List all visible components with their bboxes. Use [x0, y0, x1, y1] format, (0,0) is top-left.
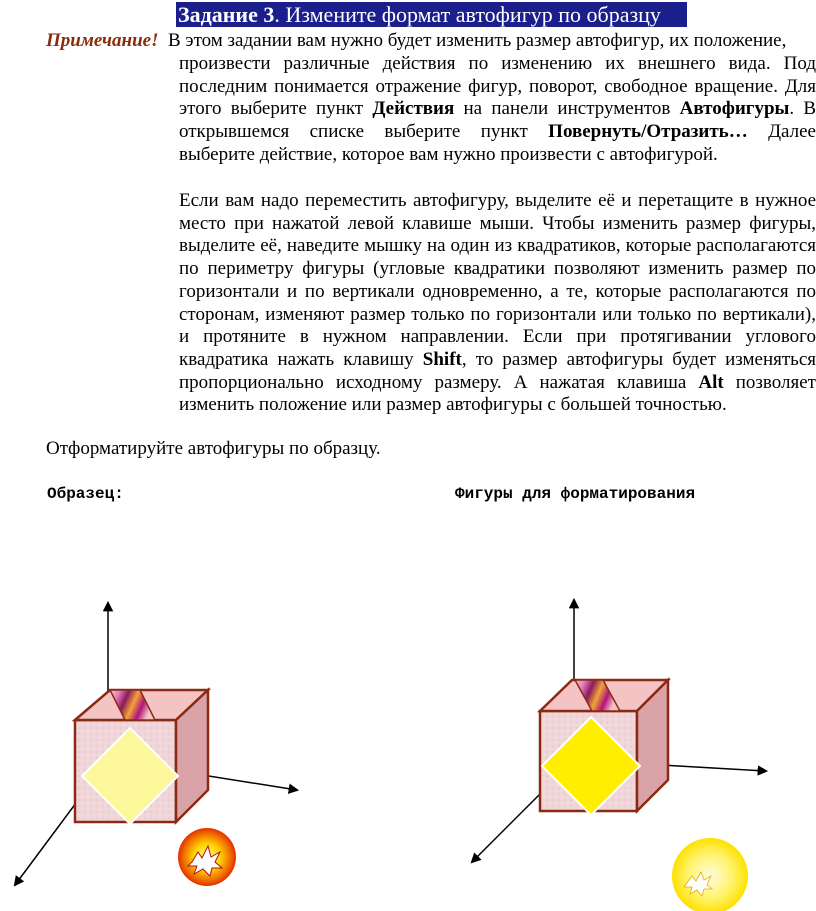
note-paragraph-2: Если вам надо переместить автофигуру, выделите её и перетащите в нужное место при нажатой левой клавише мыши. Чтобы изменить размер фигуры, выделите её, наведите мышку на один из квадратиков, которые располагаются по периметру фигуры (угловые квадратики позволяют изменить размер по горизонтали и по вертикали одновременно, а те, которые располагаются по сторонам, изменяют размер только по горизонтали или только по вертикали), и протяните в нужном направлении. Если при протягивании углового квадратика нажать клавишу Shift, то размер автофигуры будет изменяться пропорционально исходному размеру. А нажатая клавиша Alt позволяет изменить положение или размер автофигуры с большей точностью.	[179, 190, 816, 416]
key-alt: Alt	[698, 371, 724, 393]
figures-area	[0, 560, 816, 911]
task-title-text: . Измените формат автофигур по образцу	[274, 2, 661, 27]
key-shift: Shift	[422, 348, 462, 370]
note-first-line: В этом задании вам нужно будет изменить размер автофигур, их положение,	[168, 30, 787, 51]
task-number: Задание 3	[178, 2, 275, 27]
sample-label: Образец:	[47, 485, 124, 503]
sample-sun	[178, 828, 236, 886]
task-sun	[672, 838, 748, 911]
menu-rotate-flip: Повернуть/Отразить…	[548, 121, 748, 143]
note-label: Примечание!	[46, 30, 159, 51]
note-paragraph-1: произвести различные действия по изменению их внешнего вида. Под последним понимается отражение фигур, поворот, свободное вращение. Для этого выберите пункт Действия на панели инструментов Автофигуры. В открывшемся списке выберите пункт Повернуть/Отразить… Далее выберите действие, которое вам нужно произвести с автофигурой.	[179, 53, 816, 165]
shapes-label: Фигуры для форматирования	[455, 485, 696, 503]
menu-actions: Действия	[372, 98, 455, 120]
task-title	[176, 2, 687, 27]
instruction-line: Отформатируйте автофигуры по образцу.	[46, 438, 381, 459]
toolbar-autoshapes: Автофигуры	[679, 98, 790, 120]
